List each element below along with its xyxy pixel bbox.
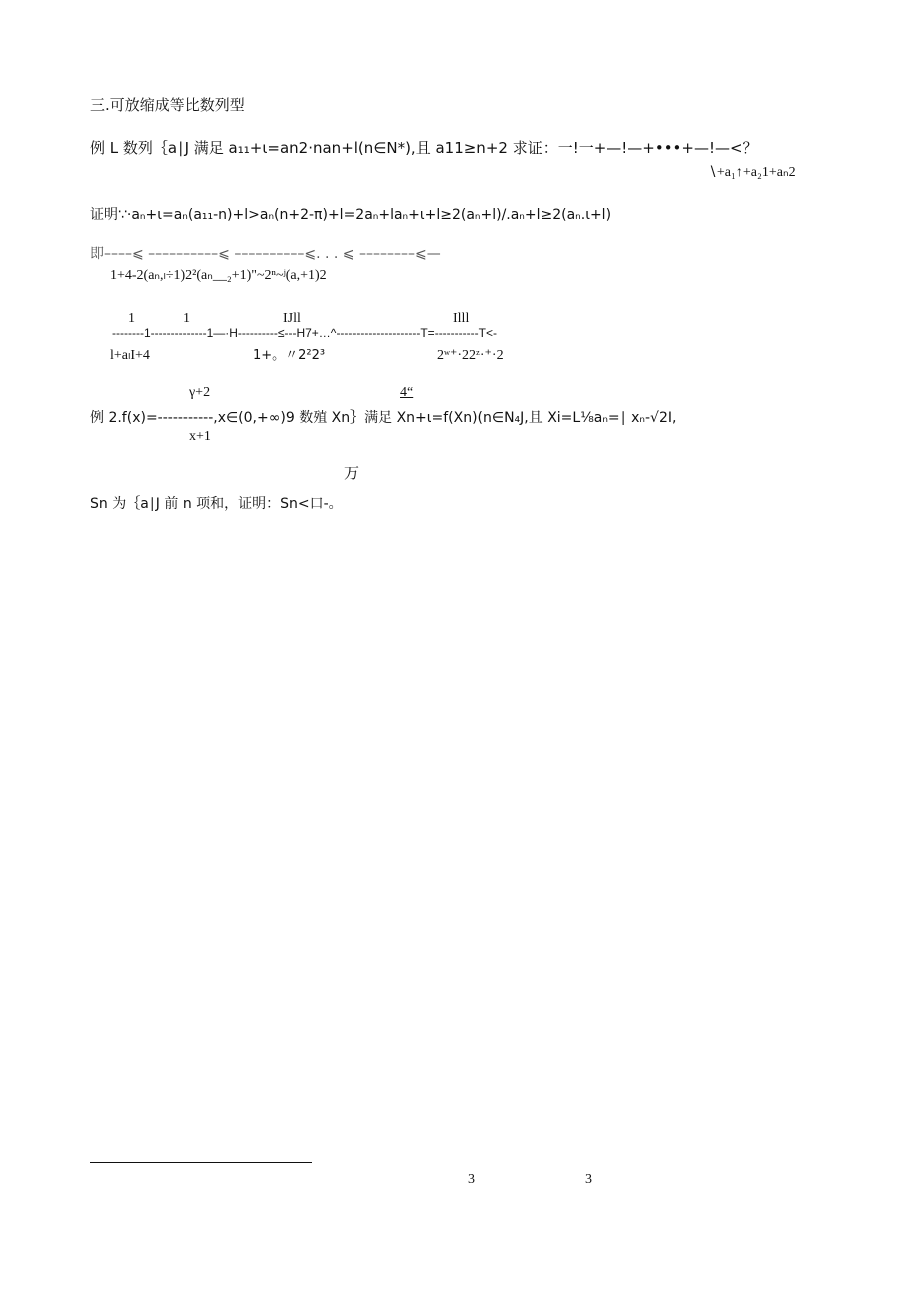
- chain-fraction-bars: --------1--------------1—·H----------≤---H7+…^---------------------T=-----------T<-: [112, 326, 497, 340]
- section-heading: 三.可放缩成等比数列型: [90, 96, 245, 114]
- chain-top-numerator: 1: [128, 311, 135, 326]
- ji-denominators: 1+4-2(aₙ,ₗ÷1)2²(aₙ__₂+1)"~2ⁿ~ʲ(a,+1)2: [110, 268, 327, 283]
- example1-statement: 例 L 数列｛a∣J 满足 a₁₁+ι=an2·nan+l(n∈N*),且 a11≥n+2 求证：一!一+—!—+•••+—!—<？: [90, 139, 758, 157]
- page-number: 3: [585, 1172, 592, 1187]
- ji-inequality-line: 即––––⩽ ––––––––––⩽ ––––––––––⩽. . . ⩽ ––––––––⩽—: [90, 246, 441, 262]
- footnote-rule: [90, 1162, 312, 1163]
- chain-top-numerator: IJll: [283, 311, 301, 326]
- example2-denominator: x+1: [189, 429, 211, 444]
- chain-bottom-denominator: l+aₗI+4: [110, 348, 150, 363]
- proof-line: 证明∵·aₙ+ι=aₙ(a₁₁-n)+l>aₙ(n+2-π)+l=2aₙ+laₙ+ι+l≥2(aₙ+l)/.aₙ+l≥2(aₙ.ι+l): [90, 207, 612, 223]
- chain-bottom-denominator: 2ʷ⁺·22ᶻ·⁺·2: [437, 348, 504, 363]
- chain-top-numerator: Illl: [453, 311, 470, 326]
- example2-numerator: γ+2: [189, 385, 211, 400]
- example2-statement: 例 2.f(x)=-----------,x∈(0,+∞)9 数殖 Xn｝满足 Xn+ι=f(Xn)(n∈N₄J,且 Xi=L⅛aₙ=∣ xₙ-√2I,: [90, 410, 677, 426]
- chain-top-numerator: 1: [183, 311, 190, 326]
- page-number: 3: [468, 1172, 475, 1187]
- chain-bottom-denominator: 1+。〃2²2³: [253, 348, 326, 363]
- example2-mark: 4“: [400, 385, 414, 400]
- example2-wan-char: 万: [344, 464, 360, 482]
- example1-denominators: ∖+a₁↑+a₂1+aₙ2: [708, 165, 796, 180]
- example2-last-line: Sn 为｛a∣J 前 n 项和，证明：Sn<口-。: [90, 496, 343, 512]
